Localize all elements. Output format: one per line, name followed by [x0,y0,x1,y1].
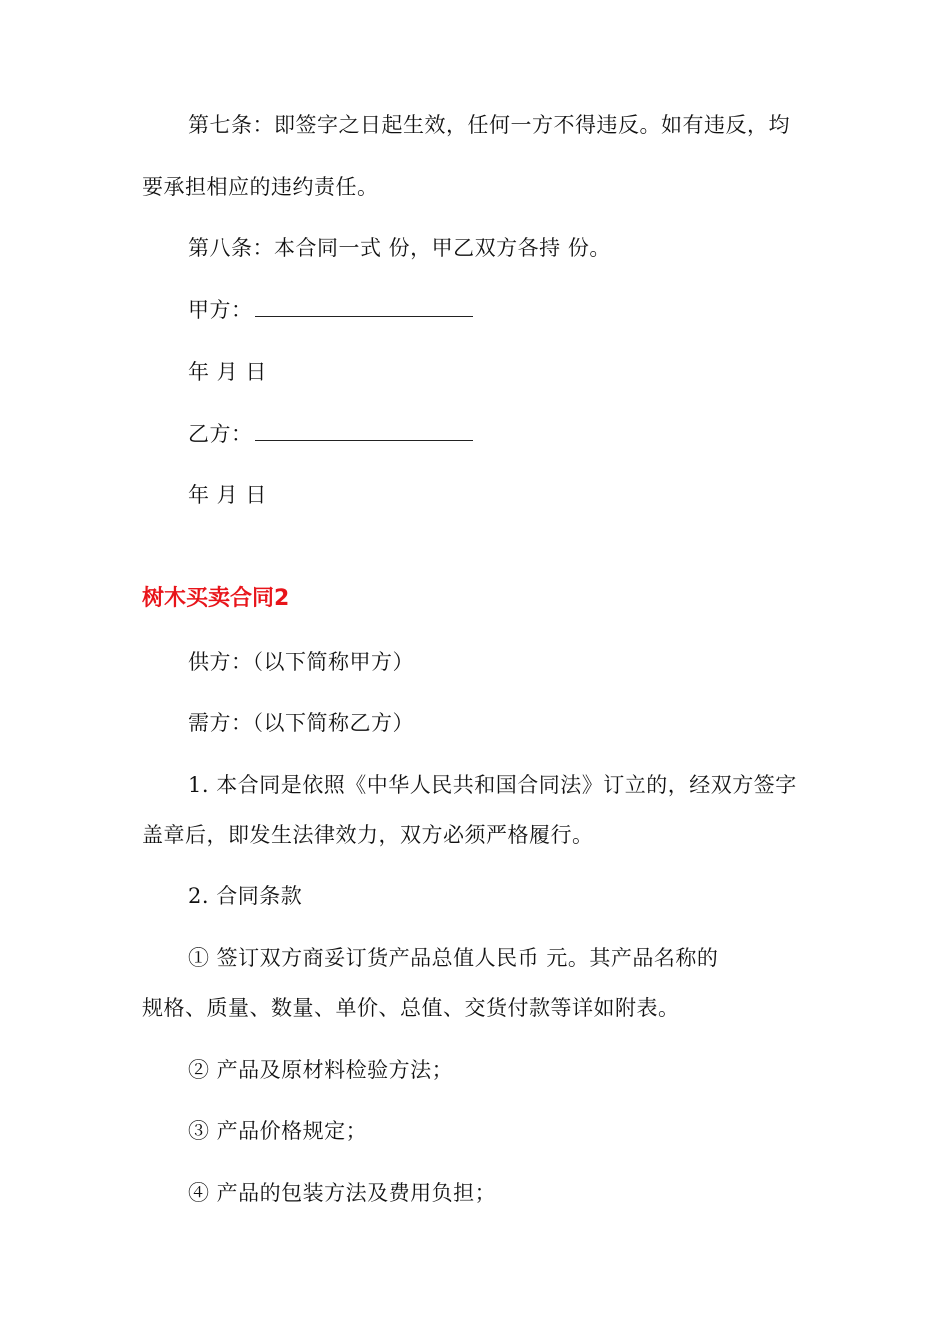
party-b-signature-row [188,419,473,449]
clause-3: ③ 产品价格规定； [188,1119,368,1143]
party-a-label: 甲方： [188,298,253,322]
party-b-date: 年 月 日 [188,483,267,507]
party-a-date: 年 月 日 [188,360,267,384]
party-a-signature-line [255,298,473,317]
section-title: 树木买卖合同2 [142,586,290,611]
clause-1-line-2: 规格、质量、数量、单价、总值、交货付款等详如附表。 [142,996,680,1020]
item-1-line-2: 盖章后，即发生法律效力，双方必须严格履行。 [142,823,594,847]
clause-4: ④ 产品的包装方法及费用负担； [188,1181,497,1205]
buyer-line: 需方：（以下简称乙方） [188,711,414,735]
article-7-line-1: 第七条：即签字之日起生效，任何一方不得违反。如有违反，均 [188,113,790,137]
party-a-signature-row [188,295,473,325]
clause-1-line-1: ① 签订双方商妥订货产品总值人民币 元。其产品名称的 [188,946,719,970]
item-1-line-1: 1. 本合同是依照《中华人民共和国合同法》订立的，经双方签字 [188,773,797,797]
article-7-line-2: 要承担相应的违约责任。 [142,175,379,199]
article-8: 第八条：本合同一式 份，甲乙双方各持 份。 [188,236,611,260]
item-2-heading: 2. 合同条款 [188,884,303,908]
party-b-signature-line [255,422,473,441]
supplier-line: 供方：（以下简称甲方） [188,650,414,674]
party-b-label: 乙方： [188,422,253,446]
clause-2: ② 产品及原材料检验方法； [188,1058,454,1082]
